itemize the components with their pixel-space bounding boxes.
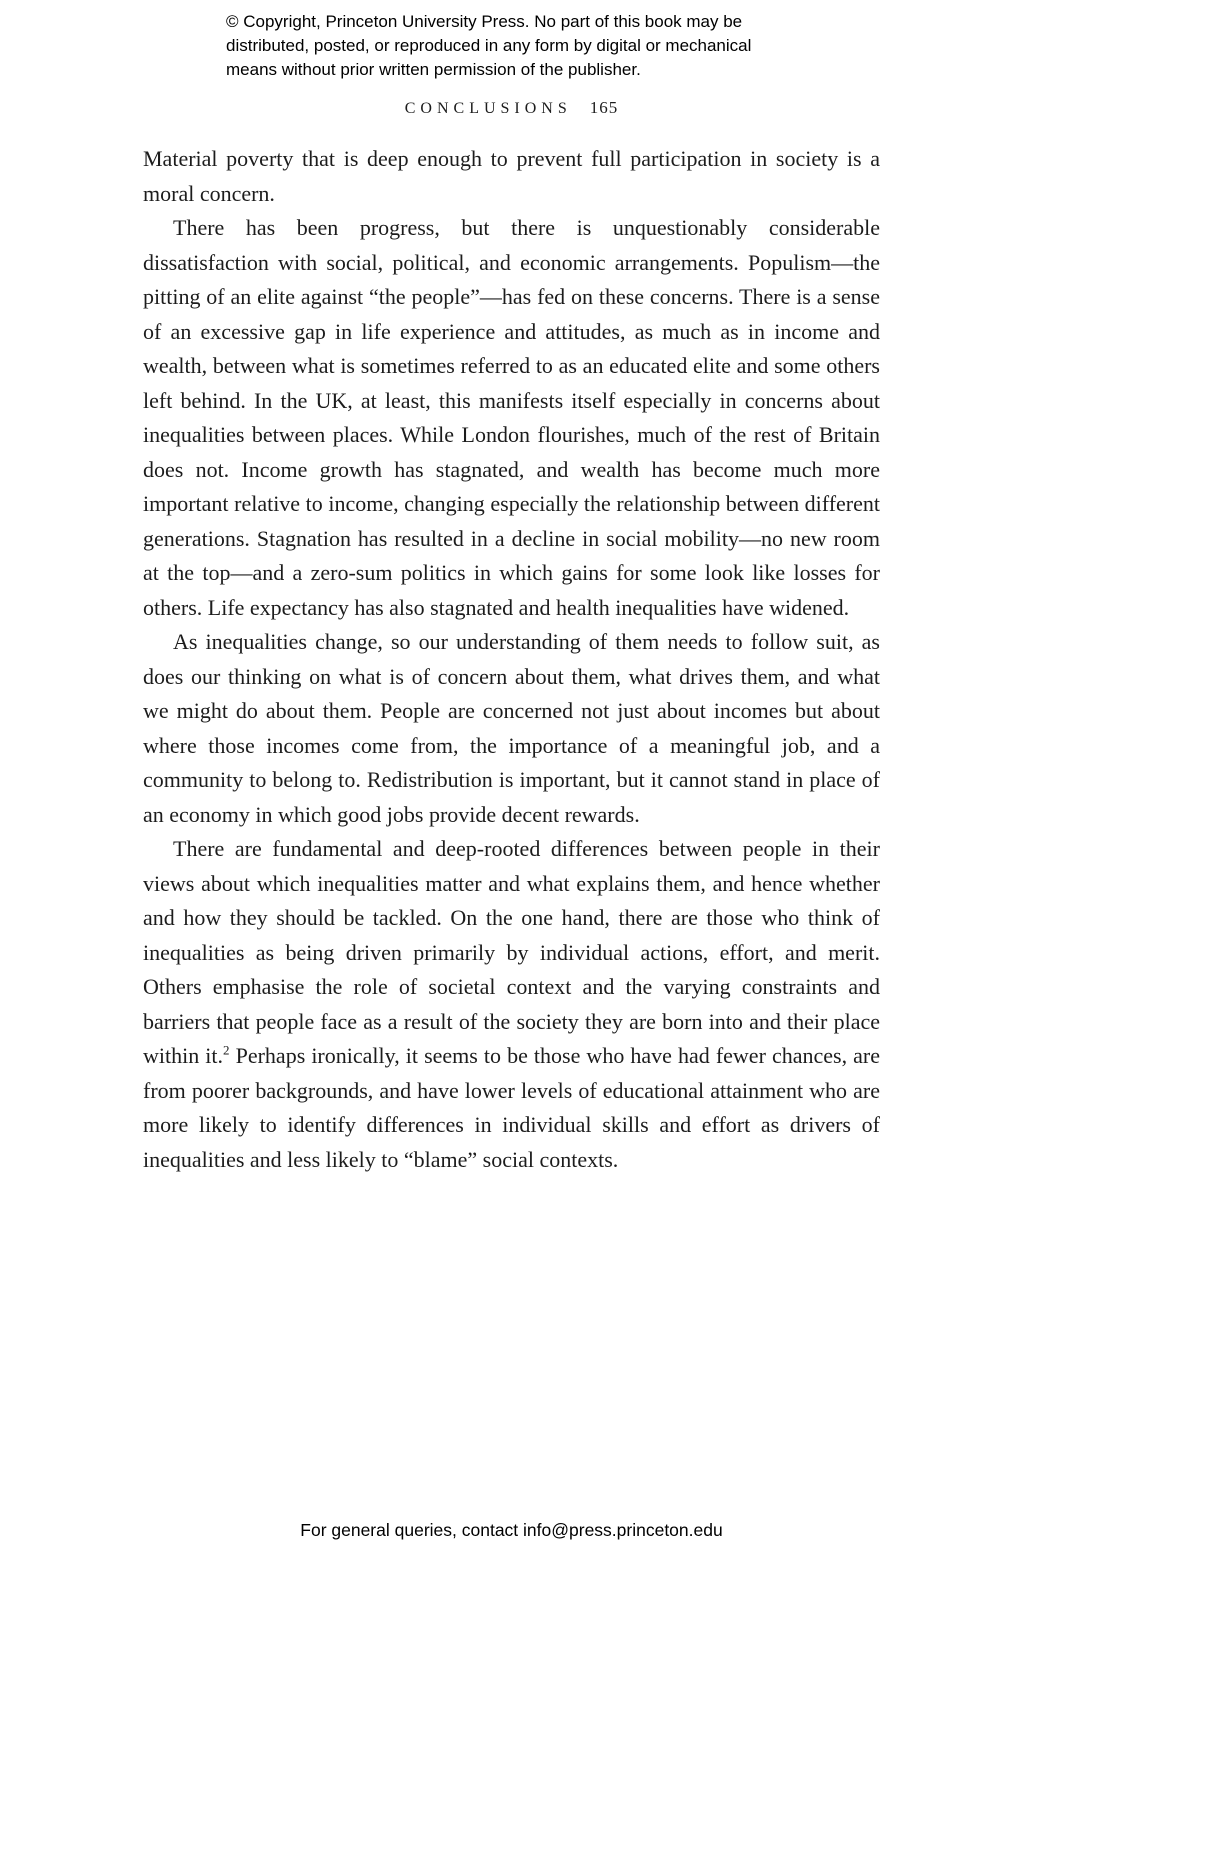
copyright-line-3: means without prior written permission of the publisher. [226, 60, 641, 79]
copyright-line-1: © Copyright, Princeton University Press. No part of this book may be [226, 12, 743, 31]
page-number: 165 [589, 98, 619, 117]
paragraph-4-after-footnote: Perhaps ironically, it seems to be those who have had fewer chances, are from poorer backgrounds, and have lower levels of educational attainment who are more likely to identify differences in individual skills and effort as drivers of inequalities and less likely to “blame” social contexts. [143, 1043, 881, 1172]
running-head [143, 98, 880, 118]
paragraph-4-before-footnote: There are fundamental and deep-rooted differences between people in their views about which inequalities matter and what explains them, and hence whether and how they should be tackled. On the one hand, there are those who think of inequalities as being driven primarily by individual actions, effort, and merit. Others emphasise the role of societal context and the varying constraints and barriers that people face as a result of the society they are born into and their place within it. [143, 836, 880, 1068]
paragraph-1: Material poverty that is deep enough to prevent full participation in society is a moral concern. [143, 146, 880, 206]
paragraph-3: As inequalities change, so our understanding of them needs to follow suit, as does our thinking on what is of concern about them, what drives them, and what we might do about them. People are concerned not just about incomes but about where those incomes come from, the importance of a meaningful job, and a community to belong to. Redistribution is important, but it cannot stand in place of an economy in which good jobs provide decent rewards. [143, 629, 880, 827]
footnote-marker: 2 [223, 1042, 230, 1058]
paragraph-4 [143, 832, 880, 1177]
paragraph-2: There has been progress, but there is unquestionably considerable dissatisfaction with social, political, and economic arrangements. Populism—the pitting of an elite against “the people”—has fed on these concerns. There is a sense of an excessive gap in life experience and attitudes, as much as in income and wealth, between what is sometimes referred to as an educated elite and some others left behind. In the UK, at least, this manifests itself especially in concerns about inequalities between places. While London flourishes, much of the rest of Britain does not. Income growth has stagnated, and wealth has become much more important relative to income, changing especially the relationship between different generations. Stagnation has resulted in a decline in social mobility—no new room at the top—and a zero-sum politics in which gains for some look like losses for others. Life expectancy has also stagnated and health inequalities have widened. [143, 215, 880, 620]
body-text [143, 142, 880, 1177]
copyright-notice [226, 10, 866, 82]
copyright-line-2: distributed, posted, or reproduced in any form by digital or mechanical [226, 36, 752, 55]
footer-contact-line: For general queries, contact info@press.princeton.edu [300, 1520, 723, 1540]
chapter-title: CONCLUSIONS [404, 100, 572, 117]
